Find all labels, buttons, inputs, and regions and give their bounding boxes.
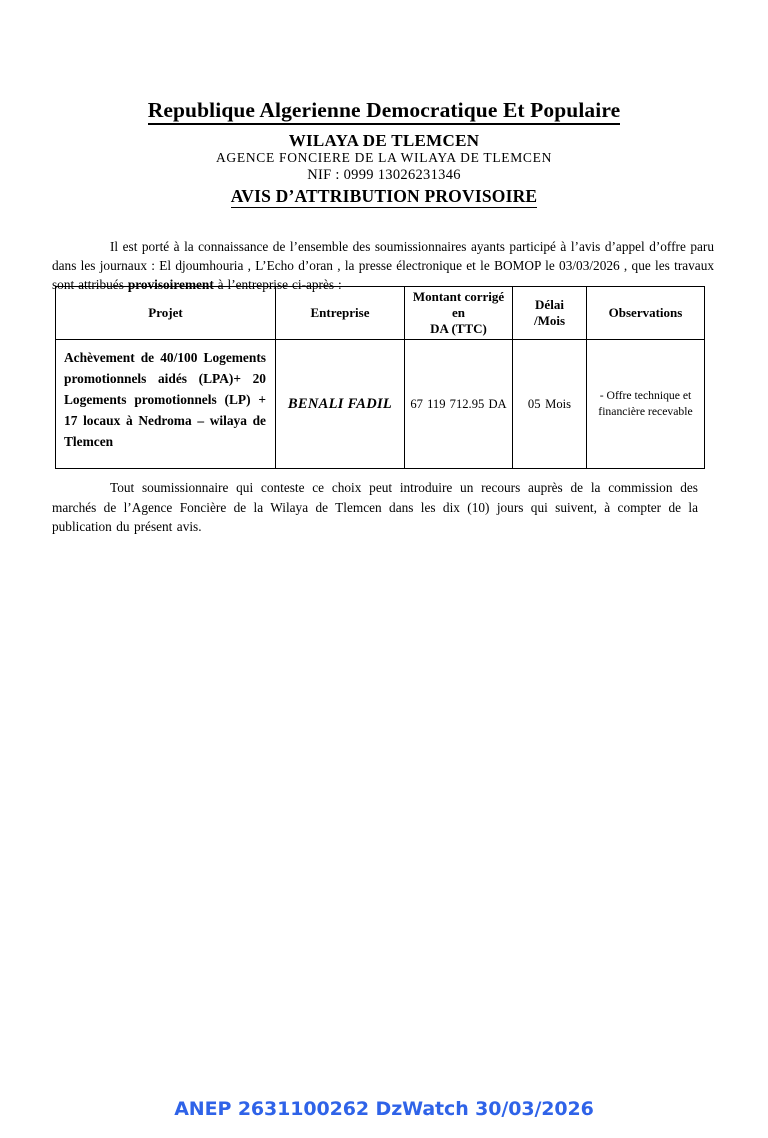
- cell-entreprise: BENALI FADIL: [276, 340, 405, 469]
- cell-montant: 67 119 712.95 DA: [405, 340, 513, 469]
- page-title: [0, 98, 768, 123]
- outro-paragraph: Tout soumissionnaire qui conteste ce choix peut introduire un recours auprès de la commission des marchés de l’Agence Foncière de la Wilaya de Tlemcen dans les dix (10) jours qui suivent, à compter de la publication du présent avis.: [52, 480, 698, 534]
- column-header-montant: [405, 287, 513, 340]
- nif-line: NIF : 0999 13026231346: [307, 167, 461, 183]
- anep-footer: ANEP 2631100262 DzWatch 30/03/2026: [174, 1098, 594, 1120]
- agency-heading: AGENCE FONCIERE DE LA WILAYA DE TLEMCEN: [215, 150, 553, 165]
- notice-title-text: AVIS D’ATTRIBUTION PROVISOIRE: [230, 186, 538, 206]
- column-header-montant-line3: DA (TTC): [430, 321, 487, 337]
- intro-bold-word: provisoirement: [127, 277, 214, 293]
- column-header-entreprise: Entreprise: [276, 287, 405, 340]
- column-header-montant-line2: en: [452, 305, 465, 321]
- table-row: [56, 340, 705, 469]
- page-title-text: Republique Algerienne Democratique Et Populaire: [148, 98, 621, 125]
- column-header-observations: Observations: [587, 287, 705, 340]
- intro-text-after: à l’entreprise ci-après :: [213, 277, 342, 293]
- intro-text-before: Il est porté à la connaissance de l’ensemble des soumissionnaires ayants participé à l’avis d’appel d’offre paru dans les journaux : El djoumhouria , L’Echo d’oran , la presse électronique et le BOMOP le 03/03/2026 , que les travaux sont attribués: [52, 239, 714, 293]
- column-header-delai-line2: /Mois: [533, 313, 566, 329]
- column-header-projet: Projet: [56, 287, 276, 340]
- column-header-delai: [513, 287, 587, 340]
- cell-observations: - Offre technique et financière recevable: [587, 340, 705, 469]
- attribution-table: [55, 286, 705, 469]
- cell-delai: 05 Mois: [513, 340, 587, 469]
- notice-title: [0, 186, 768, 207]
- table-header-row: [56, 287, 705, 340]
- cell-projet: Achèvement de 40/100 Logements promotionnels aidés (LPA)+ 20 Logements promotionnels (LP) + 17 locaux à Nedroma – wilaya de Tlemcen: [56, 340, 276, 469]
- wilaya-heading: WILAYA DE TLEMCEN: [288, 131, 480, 150]
- column-header-montant-line1: Montant corrigé: [412, 289, 505, 304]
- column-header-delai-line1: Délai: [535, 297, 564, 313]
